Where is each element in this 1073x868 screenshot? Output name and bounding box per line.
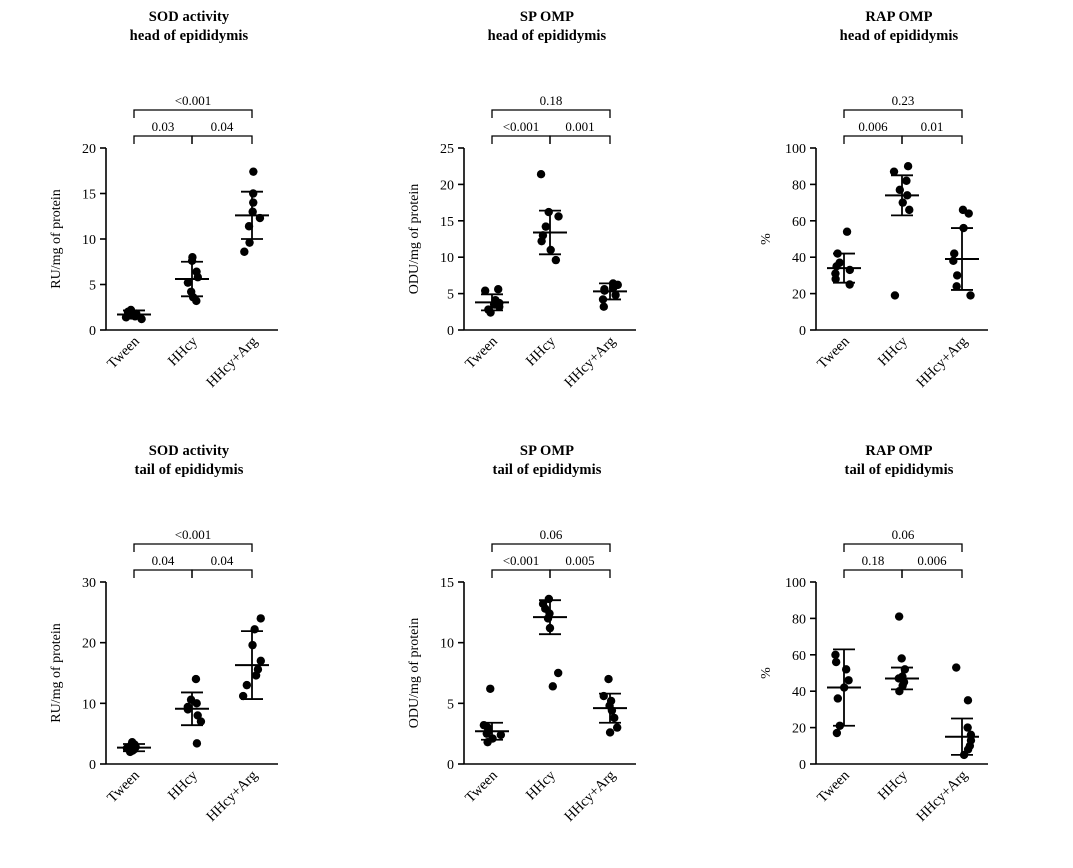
p-value-label: 0.001 xyxy=(565,119,595,134)
chart-title-line1: SP OMP xyxy=(519,443,575,459)
data-point xyxy=(844,676,852,684)
data-point xyxy=(964,696,972,704)
x-category-label: HHcy+Arg xyxy=(913,767,971,825)
data-point xyxy=(606,728,614,736)
p-value-label: 0.04 xyxy=(210,553,234,568)
significance-bracket xyxy=(492,110,610,118)
data-point xyxy=(249,189,257,197)
data-point xyxy=(836,722,844,730)
data-point xyxy=(193,739,201,747)
x-category-label: Tween xyxy=(814,333,853,373)
data-point xyxy=(545,595,553,603)
chart-title-line1: SOD activity xyxy=(148,443,230,459)
p-value-label: 0.01 xyxy=(920,119,944,134)
p-value-label: 0.06 xyxy=(891,527,915,542)
data-point xyxy=(607,697,615,705)
data-point xyxy=(193,711,201,719)
significance-bracket xyxy=(192,136,252,144)
plot-area-sod-tail xyxy=(10,434,368,868)
data-point xyxy=(832,658,840,666)
p-value-label: <0.001 xyxy=(174,93,212,108)
data-point xyxy=(187,695,195,703)
data-point xyxy=(127,306,135,314)
x-category-label: HHcy xyxy=(165,333,201,370)
y-axis-label: ODU/mg of protein xyxy=(407,183,422,295)
x-category-label: Tween xyxy=(104,767,143,807)
data-point xyxy=(249,198,257,206)
p-value-label: <0.001 xyxy=(174,527,212,542)
data-point xyxy=(899,198,907,206)
chart-panel-sod-head xyxy=(10,0,368,434)
significance-bracket xyxy=(134,136,192,144)
data-point xyxy=(890,167,898,175)
y-tick-label: 0 xyxy=(89,758,96,773)
y-tick-label: 0 xyxy=(447,758,454,773)
y-tick-label: 40 xyxy=(792,685,806,701)
data-point xyxy=(896,186,904,194)
data-point xyxy=(600,692,608,700)
p-value-label: 0.18 xyxy=(539,93,563,108)
x-category-label: HHcy+Arg xyxy=(203,333,261,391)
y-tick-label: 20 xyxy=(82,636,96,652)
p-value-label: 0.04 xyxy=(151,553,175,568)
data-point xyxy=(967,731,975,739)
data-point xyxy=(539,231,547,239)
data-point xyxy=(245,238,253,246)
data-point xyxy=(840,683,848,691)
y-tick-label: 30 xyxy=(82,576,96,591)
chart-panel-sp-omp-head xyxy=(368,0,726,434)
y-tick-label: 40 xyxy=(792,251,806,267)
p-value-label: 0.18 xyxy=(861,553,885,568)
y-tick-label: 10 xyxy=(82,697,96,713)
chart-panel-sod-tail xyxy=(10,434,368,868)
data-point xyxy=(834,694,842,702)
y-tick-label: 15 xyxy=(440,576,454,591)
data-point xyxy=(950,249,958,257)
chart-subtitle: tail of epididymis xyxy=(492,462,602,478)
data-point xyxy=(491,296,499,304)
x-category-label: HHcy xyxy=(523,333,559,370)
data-point xyxy=(959,224,967,232)
data-point xyxy=(248,208,256,216)
data-point xyxy=(257,657,265,665)
data-point xyxy=(843,228,851,236)
data-point xyxy=(901,665,909,673)
chart-subtitle: head of epididymis xyxy=(129,28,249,44)
y-tick-label: 60 xyxy=(792,214,806,230)
data-point xyxy=(481,286,489,294)
data-point xyxy=(831,651,839,659)
data-point xyxy=(187,288,195,296)
significance-bracket xyxy=(492,136,550,144)
y-axis-label: ODU/mg of protein xyxy=(407,617,422,729)
plot-svg-sod-head xyxy=(10,0,368,434)
y-tick-label: 100 xyxy=(785,142,806,157)
chart-title-line1: RAP OMP xyxy=(865,9,933,25)
chart-panel-sp-omp-tail xyxy=(368,434,726,868)
y-tick-label: 10 xyxy=(82,233,96,248)
significance-bracket xyxy=(492,544,610,552)
data-point xyxy=(249,167,257,175)
chart-subtitle: tail of epididymis xyxy=(134,462,244,478)
plot-svg-rap-omp-head xyxy=(720,0,1073,434)
data-point xyxy=(486,685,494,693)
data-point xyxy=(128,738,136,746)
y-tick-label: 20 xyxy=(792,287,806,303)
data-point xyxy=(963,723,971,731)
data-point xyxy=(245,222,253,230)
data-point xyxy=(494,285,502,293)
y-tick-label: 5 xyxy=(89,278,96,294)
plot-area-rap-omp-head xyxy=(720,0,1073,434)
data-point xyxy=(895,612,903,620)
data-point xyxy=(831,269,839,277)
y-tick-label: 20 xyxy=(792,721,806,737)
chart-subtitle: head of epididymis xyxy=(839,28,959,44)
p-value-label: 0.23 xyxy=(891,93,915,108)
p-value-label: 0.03 xyxy=(151,119,175,134)
data-point xyxy=(903,191,911,199)
y-tick-label: 80 xyxy=(792,178,806,194)
significance-bracket xyxy=(134,544,252,552)
data-point xyxy=(833,729,841,737)
data-point xyxy=(542,222,550,230)
x-category-label: Tween xyxy=(462,333,501,373)
significance-bracket xyxy=(550,136,610,144)
data-point xyxy=(891,291,899,299)
data-point xyxy=(949,257,957,265)
y-axis-label: % xyxy=(759,667,774,679)
x-category-label: HHcy+Arg xyxy=(561,767,619,825)
data-point xyxy=(549,682,557,690)
data-point xyxy=(952,663,960,671)
p-value-label: 0.006 xyxy=(917,553,947,568)
significance-bracket xyxy=(844,136,902,144)
data-point xyxy=(604,675,612,683)
chart-subtitle: tail of epididymis xyxy=(844,462,954,478)
x-category-label: HHcy xyxy=(523,767,559,804)
plot-svg-sp-omp-tail xyxy=(368,434,726,868)
significance-bracket xyxy=(902,570,962,578)
data-point xyxy=(184,278,192,286)
data-point xyxy=(905,206,913,214)
plot-svg-sp-omp-head xyxy=(368,0,726,434)
y-tick-label: 0 xyxy=(799,758,806,773)
data-point xyxy=(192,675,200,683)
x-category-label: HHcy xyxy=(875,767,911,804)
p-value-label: 0.04 xyxy=(210,119,234,134)
plot-area-sod-head xyxy=(10,0,368,434)
significance-bracket xyxy=(134,110,252,118)
data-point xyxy=(600,285,608,293)
data-point xyxy=(835,258,843,266)
chart-title-line1: RAP OMP xyxy=(865,443,933,459)
plot-area-sp-omp-tail xyxy=(368,434,726,868)
chart-panel-rap-omp-tail xyxy=(720,434,1073,868)
data-point xyxy=(256,214,264,222)
data-point xyxy=(188,253,196,261)
data-point xyxy=(554,669,562,677)
plot-svg-rap-omp-tail xyxy=(720,434,1073,868)
data-point xyxy=(833,249,841,257)
chart-title-line1: SOD activity xyxy=(148,9,230,25)
data-point xyxy=(959,206,967,214)
significance-bracket xyxy=(902,136,962,144)
data-point xyxy=(897,654,905,662)
y-tick-label: 15 xyxy=(440,214,454,230)
data-point xyxy=(184,703,192,711)
data-point xyxy=(904,162,912,170)
y-tick-label: 60 xyxy=(792,648,806,664)
data-point xyxy=(599,295,607,303)
y-axis-label: RU/mg of protein xyxy=(49,189,64,289)
data-point xyxy=(240,248,248,256)
data-point xyxy=(250,625,258,633)
data-point xyxy=(600,303,608,311)
plot-svg-sod-tail xyxy=(10,434,368,868)
p-value-label: <0.001 xyxy=(502,119,540,134)
significance-bracket xyxy=(134,570,192,578)
x-category-label: Tween xyxy=(462,767,501,807)
data-point xyxy=(611,291,619,299)
significance-bracket xyxy=(844,110,962,118)
p-value-label: 0.006 xyxy=(858,119,888,134)
data-point xyxy=(545,208,553,216)
data-point xyxy=(554,212,562,220)
x-category-label: HHcy xyxy=(875,333,911,370)
y-tick-label: 10 xyxy=(440,636,454,652)
x-category-label: Tween xyxy=(104,333,143,373)
data-point xyxy=(613,723,621,731)
y-tick-label: 5 xyxy=(447,697,454,713)
significance-bracket xyxy=(492,570,550,578)
data-point xyxy=(497,731,505,739)
data-point xyxy=(966,291,974,299)
data-point xyxy=(254,665,262,673)
data-point xyxy=(192,268,200,276)
data-point xyxy=(902,177,910,185)
chart-subtitle: head of epididymis xyxy=(487,28,607,44)
data-point xyxy=(239,692,247,700)
plot-area-sp-omp-head xyxy=(368,0,726,434)
data-point xyxy=(842,665,850,673)
x-category-label: Tween xyxy=(814,767,853,807)
data-point xyxy=(952,282,960,290)
data-point xyxy=(257,614,265,622)
data-point xyxy=(537,170,545,178)
data-point xyxy=(243,681,251,689)
y-tick-label: 100 xyxy=(785,576,806,591)
y-axis-label: RU/mg of protein xyxy=(49,623,64,723)
data-point xyxy=(552,256,560,264)
x-category-label: HHcy+Arg xyxy=(561,333,619,391)
significance-bracket xyxy=(844,544,962,552)
data-point xyxy=(846,266,854,274)
x-category-label: HHcy+Arg xyxy=(913,333,971,391)
significance-bracket xyxy=(844,570,902,578)
x-category-label: HHcy+Arg xyxy=(203,767,261,825)
y-tick-label: 0 xyxy=(447,324,454,339)
significance-bracket xyxy=(192,570,252,578)
chart-title-line1: SP OMP xyxy=(519,9,575,25)
y-tick-label: 15 xyxy=(82,187,96,203)
data-point xyxy=(845,280,853,288)
y-tick-label: 5 xyxy=(447,287,454,303)
y-tick-label: 25 xyxy=(440,142,454,157)
y-tick-label: 20 xyxy=(440,178,454,194)
y-tick-label: 80 xyxy=(792,612,806,628)
p-value-label: 0.005 xyxy=(565,553,595,568)
data-point xyxy=(546,246,554,254)
data-point xyxy=(953,271,961,279)
plot-area-rap-omp-tail xyxy=(720,434,1073,868)
y-tick-label: 10 xyxy=(440,251,454,267)
data-point xyxy=(248,641,256,649)
significance-bracket xyxy=(550,570,610,578)
data-point xyxy=(546,624,554,632)
x-category-label: HHcy xyxy=(165,767,201,804)
data-point xyxy=(898,672,906,680)
data-point xyxy=(609,279,617,287)
p-value-label: <0.001 xyxy=(502,553,540,568)
data-point xyxy=(610,714,618,722)
y-axis-label: % xyxy=(759,233,774,245)
p-value-label: 0.06 xyxy=(539,527,563,542)
data-point xyxy=(480,721,488,729)
chart-panel-rap-omp-head xyxy=(720,0,1073,434)
y-tick-label: 0 xyxy=(799,324,806,339)
y-tick-label: 20 xyxy=(82,142,96,157)
y-tick-label: 0 xyxy=(89,324,96,339)
